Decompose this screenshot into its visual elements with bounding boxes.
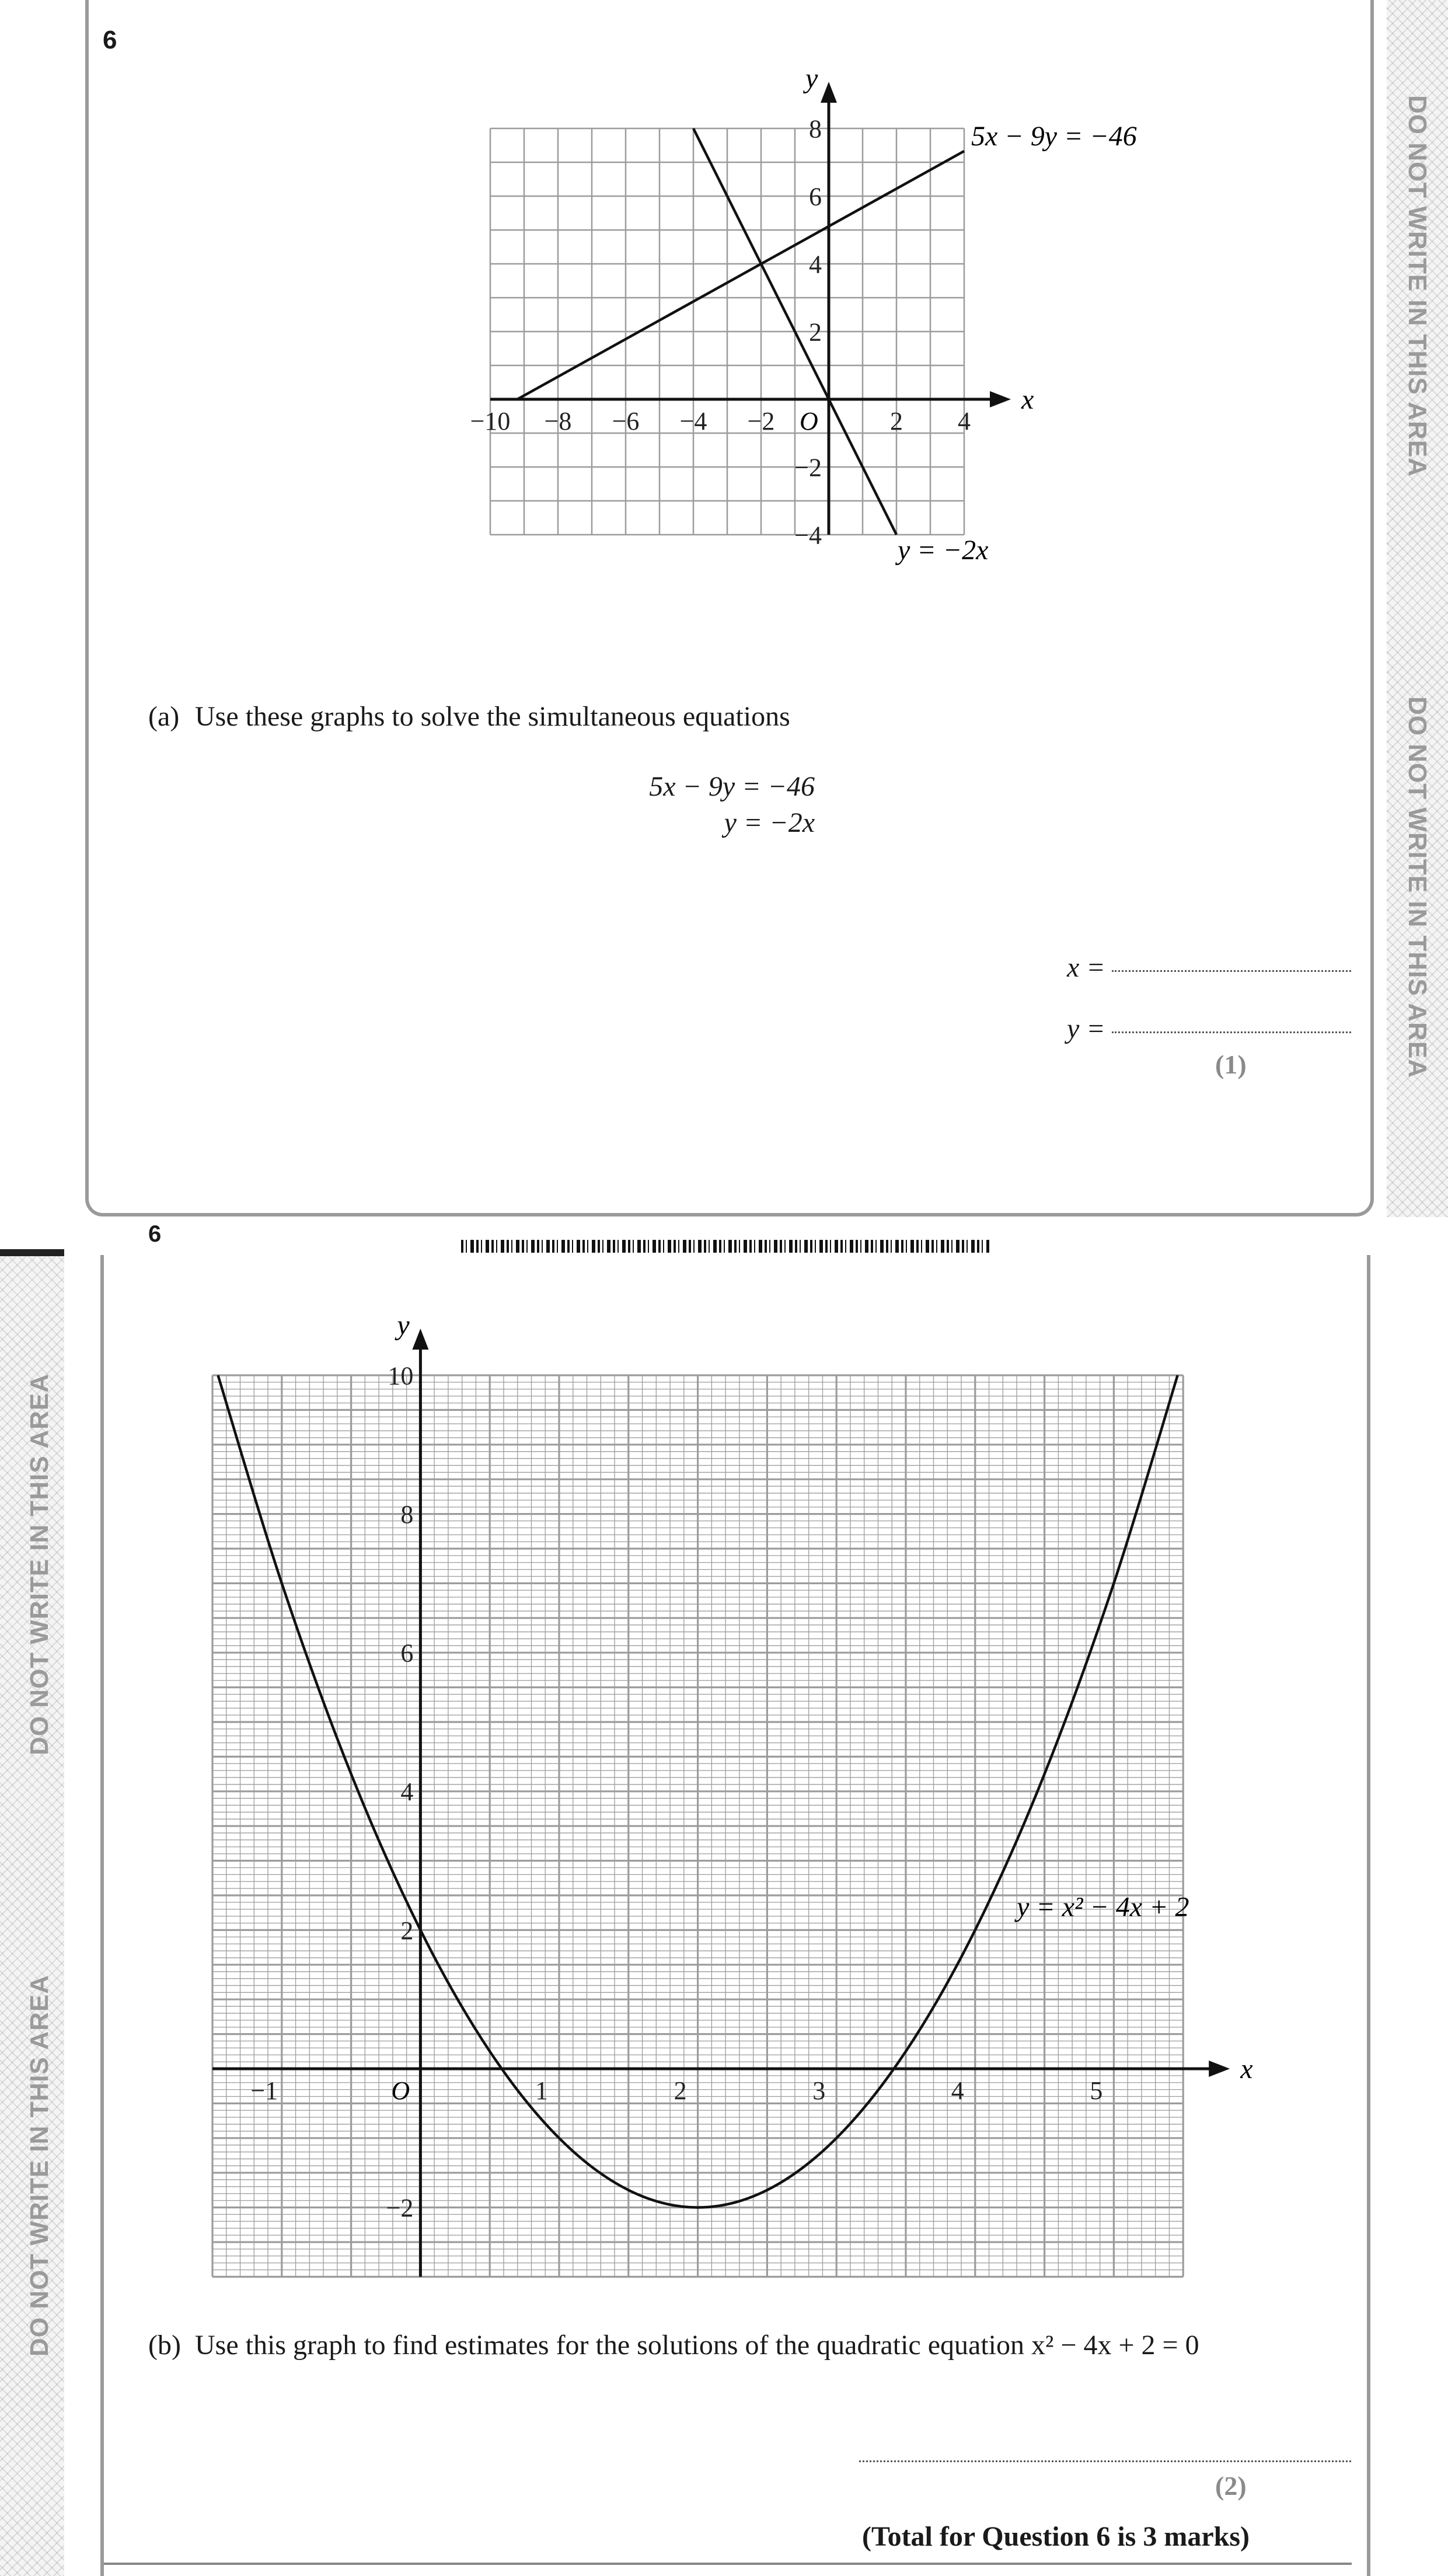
y-tick-label: −2: [386, 2194, 414, 2222]
x-tick-label: −8: [544, 407, 572, 435]
question-total: (Total for Question 6 is 3 marks): [861, 2521, 1250, 2552]
x-tick-label: 4: [958, 407, 971, 435]
margin-warning-left-1: DO NOT WRITE IN THIS AREA: [25, 1373, 54, 1756]
chart-quadratic-y-axis-label: y: [397, 1310, 410, 1341]
x-tick-label: 5: [1090, 2076, 1103, 2105]
chart-linear: [444, 70, 1214, 595]
y-tick-label: 6: [400, 1639, 414, 1668]
margin-warning-left-2: DO NOT WRITE IN THIS AREA: [25, 1974, 54, 2357]
x-tick-label: −4: [679, 407, 707, 435]
answer-y-field[interactable]: [1112, 1031, 1351, 1033]
chart-quadratic: [187, 1296, 1307, 2300]
part-b-marks: (2): [1215, 2471, 1247, 2501]
page-rule-right: [1367, 1255, 1370, 2576]
answer-x-label: x =: [1067, 952, 1105, 983]
chart-quadratic-grid: [212, 1375, 1183, 2277]
equation-1: 5x − 9y = −46: [649, 771, 815, 802]
chart-linear-series-label-2: y = −2x: [898, 535, 989, 566]
y-tick-label: 2: [809, 318, 822, 347]
x-tick-label: 2: [674, 2076, 687, 2105]
y-tick-label: 6: [809, 182, 822, 211]
margin-warning-right-2: DO NOT WRITE IN THIS AREA: [1403, 696, 1432, 1079]
chart-linear-origin-label: O: [800, 407, 818, 435]
part-b-answer-field[interactable]: [859, 2460, 1351, 2462]
barcode: [461, 1240, 989, 1253]
total-rule: [104, 2563, 1352, 2565]
y-tick-label: 4: [809, 250, 822, 279]
chart-linear-series-label-1: 5x − 9y = −46: [971, 120, 1137, 152]
margin-warning-right-1: DO NOT WRITE IN THIS AREA: [1403, 95, 1432, 477]
y-tick-label: 10: [388, 1361, 414, 1390]
chart-quadratic-x-axis-label: x: [1240, 2054, 1253, 2084]
question-number: 6: [103, 26, 117, 54]
part-a-label: (a): [148, 701, 180, 732]
page-rule-left: [100, 1255, 104, 2576]
x-tick-label: 1: [535, 2076, 548, 2105]
y-tick-label: 8: [809, 114, 822, 144]
chart-quadratic-origin-label: O: [391, 2076, 410, 2105]
y-tick-label: −4: [794, 521, 822, 550]
chart-linear-x-axis-label: x: [1021, 384, 1034, 415]
x-tick-label: −1: [250, 2076, 278, 2105]
question-number-repeat: 6: [148, 1221, 162, 1247]
x-axis-arrow: [1209, 2061, 1230, 2077]
part-a-prompt: Use these graphs to solve the simultaneous equations: [195, 701, 790, 732]
part-b-label: (b): [148, 2330, 181, 2361]
chart-linear-y-axis-label: y: [805, 70, 818, 94]
answer-x-field[interactable]: [1112, 970, 1351, 972]
x-tick-label: 4: [951, 2076, 964, 2105]
x-axis-arrow: [990, 391, 1011, 407]
y-axis-arrow: [821, 82, 837, 103]
left-margin-black-bar: [0, 1249, 64, 1256]
y-tick-label: −2: [794, 453, 822, 482]
answer-y-label: y =: [1067, 1013, 1105, 1044]
x-tick-label: −6: [612, 407, 640, 435]
part-a-marks: (1): [1215, 1050, 1247, 1079]
x-tick-label: 2: [890, 407, 903, 435]
y-tick-label: 8: [400, 1500, 414, 1529]
y-tick-label: 4: [400, 1777, 414, 1807]
chart-quadratic-series-label: y = x² − 4x + 2: [1017, 1891, 1189, 1923]
y-tick-label: 2: [400, 1916, 414, 1945]
x-tick-label: −2: [747, 407, 775, 435]
equation-2: y = −2x: [724, 807, 815, 838]
x-tick-label: −10: [470, 407, 511, 435]
part-b-prompt: Use this graph to find estimates for the solutions of the quadratic equation x² − 4x + 2 = 0: [195, 2330, 1199, 2361]
y-axis-arrow: [412, 1329, 428, 1350]
x-tick-label: 3: [812, 2076, 826, 2105]
